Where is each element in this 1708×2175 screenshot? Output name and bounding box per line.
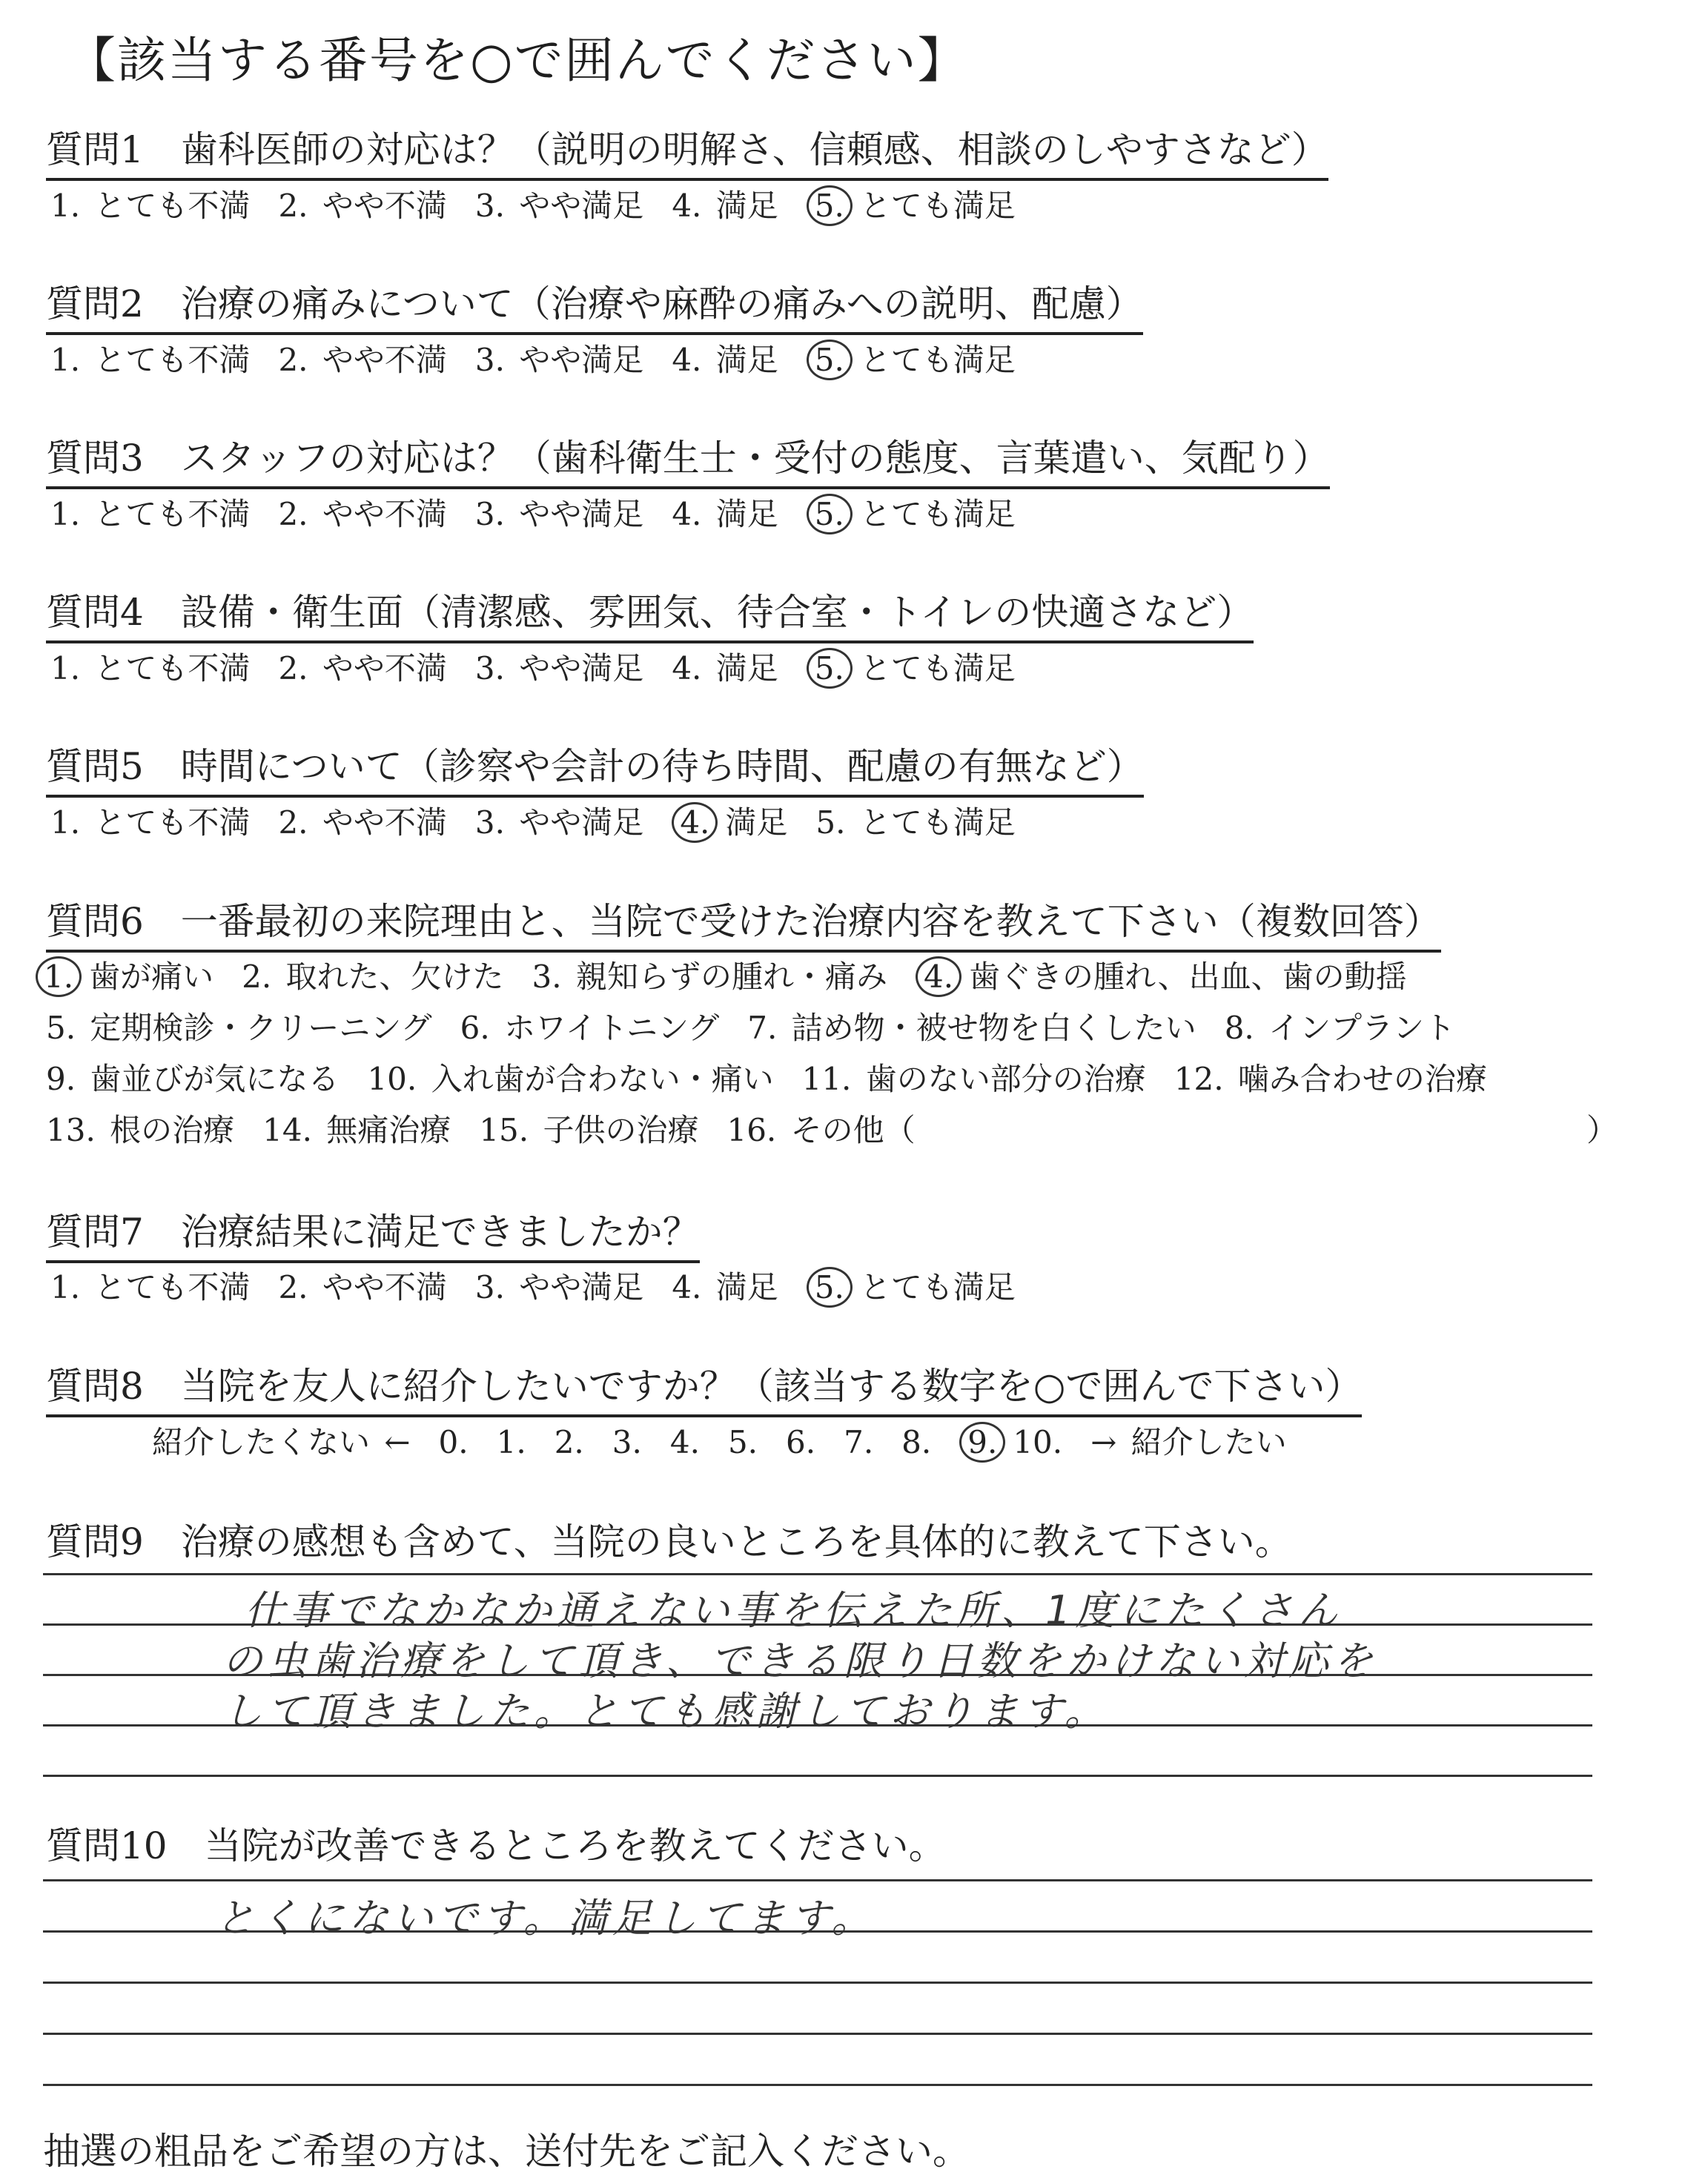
q6-option-7[interactable]: 7. 詰め物・被せ物を白くしたい — [747, 1010, 1196, 1046]
q7-options — [50, 1263, 1044, 1308]
q6-option-4-label: 歯ぐきの腫れ、出血、歯の動揺 — [969, 959, 1407, 995]
q6-option-4-circled[interactable]: 4. — [916, 956, 961, 997]
q2-options — [50, 336, 1044, 380]
q6-row-2 — [46, 1004, 1483, 1048]
q3-option-4[interactable]: 4. 満足 — [672, 496, 778, 532]
q6-option-3[interactable]: 3. 親知らずの腫れ・痛み — [532, 959, 887, 995]
q5-option-4-circled[interactable]: 4. — [672, 802, 718, 843]
q4-title: 質問4 設備・衛生面（清潔感、雰囲気、待合室・トイレの快適さなど） — [46, 583, 1254, 643]
q6-option-13[interactable]: 13. 根の治療 — [46, 1112, 235, 1148]
q2-option-5-label: とても満足 — [859, 342, 1016, 378]
q6-row-4 — [46, 1106, 944, 1151]
q9-answer-line-2[interactable]: の虫歯治療をして頂き、できる限り日数をかけない対応を — [222, 1638, 1377, 1684]
q6-option-15[interactable]: 15. 子供の治療 — [479, 1112, 699, 1148]
q6-other-close-paren: ） — [1586, 1112, 1618, 1148]
q6-option-14[interactable]: 14. 無痛治療 — [262, 1112, 451, 1148]
q6-option-8[interactable]: 8. インプラント — [1224, 1010, 1456, 1046]
q3-option-5-circled[interactable]: 5. — [807, 494, 853, 534]
q3-title: 質問3 スタッフの対応は？（歯科衛生士・受付の態度、言葉遣い、気配り） — [46, 428, 1330, 489]
q8-option-5[interactable]: 5. — [727, 1424, 758, 1460]
q10-answer-rule — [43, 2084, 1592, 2086]
form-header: 【該当する番号を○で囲んでください】 — [67, 32, 968, 89]
q9-answer-rule — [43, 1775, 1592, 1777]
q7-title: 質問7 治療結果に満足できましたか？ — [46, 1202, 700, 1263]
q10-answer-rule — [43, 1879, 1592, 1881]
q5-option-1[interactable]: 1. とても不満 — [50, 804, 251, 841]
q7-option-1[interactable]: 1. とても不満 — [50, 1269, 251, 1305]
q4-option-1[interactable]: 1. とても不満 — [50, 650, 251, 686]
q4-option-3[interactable]: 3. やや満足 — [474, 650, 644, 686]
q10-answer-rule — [43, 2033, 1592, 2035]
q8-scale — [152, 1418, 1315, 1463]
q6-option-9[interactable]: 9. 歯並びが気になる — [46, 1061, 340, 1097]
q6-option-11[interactable]: 11. 歯のない部分の治療 — [801, 1061, 1146, 1097]
q8-option-0[interactable]: 0. — [438, 1424, 469, 1460]
q2-title: 質問2 治療の痛みについて（治療や麻酔の痛みへの説明、配慮） — [46, 274, 1143, 335]
q6-option-5[interactable]: 5. 定期検診・クリーニング — [46, 1010, 432, 1046]
q6-option-1-circled[interactable]: 1. — [36, 956, 82, 997]
q6-option-16[interactable]: 16. その他（ — [726, 1112, 916, 1148]
q8-option-9-circled[interactable]: 9. — [959, 1422, 1005, 1463]
q7-option-5-label: とても満足 — [859, 1269, 1016, 1305]
q3-options — [50, 490, 1044, 534]
q6-row-3 — [46, 1055, 1515, 1099]
q8-option-8[interactable]: 8. — [901, 1424, 932, 1460]
q2-option-1[interactable]: 1. とても不満 — [50, 342, 251, 378]
q6-row-1 — [36, 953, 1435, 997]
q1-option-1[interactable]: 1. とても不満 — [50, 188, 251, 224]
q1-option-3[interactable]: 3. やや満足 — [474, 188, 644, 224]
q1-options — [50, 182, 1044, 226]
q5-options — [50, 798, 1044, 843]
q6-option-6[interactable]: 6. ホワイトニング — [460, 1010, 720, 1046]
q9-answer-line-1[interactable]: 仕事でなかなか通えない事を伝えた所、1度にたくさん — [245, 1587, 1343, 1634]
q6-option-2[interactable]: 2. 取れた、欠けた — [242, 959, 504, 995]
q2-option-3[interactable]: 3. やや満足 — [474, 342, 644, 378]
q8-option-10[interactable]: 10. — [1013, 1424, 1063, 1460]
q7-option-4[interactable]: 4. 満足 — [672, 1269, 778, 1305]
q2-option-2[interactable]: 2. やや不満 — [278, 342, 447, 378]
q4-option-5-label: とても満足 — [859, 650, 1016, 686]
q1-option-2[interactable]: 2. やや不満 — [278, 188, 447, 224]
q1-option-5-circled[interactable]: 5. — [807, 185, 853, 226]
q2-option-4[interactable]: 4. 満足 — [672, 342, 778, 378]
q6-option-1-label: 歯が痛い — [89, 959, 214, 995]
q5-title: 質問5 時間について（診察や会計の待ち時間、配慮の有無など） — [46, 737, 1144, 798]
q6-option-10[interactable]: 10. 入れ歯が合わない・痛い — [367, 1061, 774, 1097]
q2-option-5-circled[interactable]: 5. — [807, 340, 853, 380]
q8-option-6[interactable]: 6. — [786, 1424, 816, 1460]
q7-option-5-circled[interactable]: 5. — [807, 1267, 853, 1308]
q4-option-5-circled[interactable]: 5. — [807, 648, 853, 689]
q6-option-12[interactable]: 12. 噛み合わせの治療 — [1174, 1061, 1487, 1097]
q8-option-3[interactable]: 3. — [612, 1424, 642, 1460]
q9-answer-rule — [43, 1573, 1592, 1575]
q5-option-4-label: 満足 — [725, 804, 788, 841]
q8-title: 質問8 当院を友人に紹介したいですか？（該当する数字を○で囲んで下さい） — [46, 1357, 1362, 1417]
q1-title: 質問1 歯科医師の対応は？（説明の明解さ、信頼感、相談のしやすさなど） — [46, 120, 1328, 181]
q8-left-label: 紹介したくない ← — [152, 1424, 411, 1460]
q1-option-5-label: とても満足 — [859, 188, 1016, 224]
q3-option-1[interactable]: 1. とても不満 — [50, 496, 251, 532]
q3-option-2[interactable]: 2. やや不満 — [278, 496, 447, 532]
q7-option-2[interactable]: 2. やや不満 — [278, 1269, 447, 1305]
q10-title: 質問10 当院が改善できるところを教えてください。 — [46, 1824, 946, 1867]
q3-option-5-label: とても満足 — [859, 496, 1016, 532]
q8-option-1[interactable]: 1. — [496, 1424, 526, 1460]
q6-title: 質問6 一番最初の来院理由と、当院で受けた治療内容を教えて下さい（複数回答） — [46, 892, 1441, 953]
q4-option-2[interactable]: 2. やや不満 — [278, 650, 447, 686]
q5-option-2[interactable]: 2. やや不満 — [278, 804, 447, 841]
q8-option-2[interactable]: 2. — [554, 1424, 584, 1460]
q8-option-7[interactable]: 7. — [844, 1424, 874, 1460]
lottery-note: 抽選の粗品をご希望の方は、送付先をご記入ください。 — [43, 2130, 970, 2173]
q10-answer-line-1[interactable]: とくにないです。満足してます。 — [215, 1895, 876, 1941]
q9-answer-line-3[interactable]: して頂きました。とても感謝しております。 — [222, 1688, 1109, 1735]
q10-answer-rule — [43, 1982, 1592, 1984]
q1-option-4[interactable]: 4. 満足 — [672, 188, 778, 224]
q8-right-label: → 紹介したい — [1090, 1424, 1287, 1460]
q3-option-3[interactable]: 3. やや満足 — [474, 496, 644, 532]
q5-option-5[interactable]: 5. とても満足 — [815, 804, 1016, 841]
q8-option-4[interactable]: 4. — [669, 1424, 700, 1460]
q4-option-4[interactable]: 4. 満足 — [672, 650, 778, 686]
q7-option-3[interactable]: 3. やや満足 — [474, 1269, 644, 1305]
q4-options — [50, 644, 1044, 689]
q9-title: 質問9 治療の感想も含めて、当院の良いところを具体的に教えて下さい。 — [46, 1520, 1292, 1563]
q5-option-3[interactable]: 3. やや満足 — [474, 804, 644, 841]
